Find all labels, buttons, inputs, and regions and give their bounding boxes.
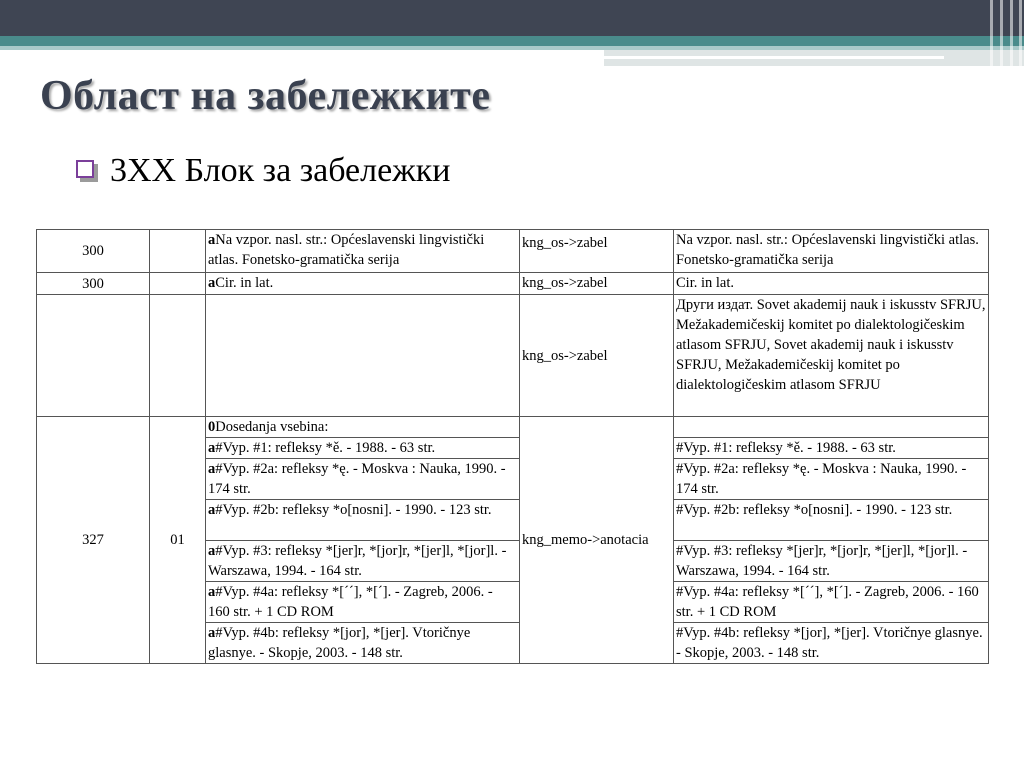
source-cell [206,295,520,417]
indicator-cell [150,273,206,295]
header-stripe [1019,0,1022,66]
field-cell [37,295,150,417]
table-row [37,417,989,438]
header-gray-line [604,56,944,59]
table-row [37,295,989,417]
indicator-cell [150,295,206,417]
source-text: #Vyp. #1: refleksy *ě. - 1988. - 63 str. [215,440,436,456]
indicator-cell: 01 [150,417,206,664]
source-text: Dosedanja vsebina: [215,419,329,435]
source-text: #Vyp. #2b: refleksy *o[nosni]. - 1990. - 123 str. [215,502,492,518]
header-dark-bar [0,0,1024,36]
table-row [37,273,989,295]
subfield-code: a [208,543,216,559]
source-cell [206,582,520,623]
target-cell: Cir. in lat. [674,273,989,295]
source-text: Na vzpor. nasl. str.: Općeslavenski lingvistički atlas. Fonetsko-gramatička serija [208,232,485,268]
subfield-code: a [208,584,216,600]
source-text: Cir. in lat. [215,275,274,291]
target-cell: #Vyp. #4a: refleksy *[´´], *[´]. - Zagreb, 2006. - 160 str. + 1 CD ROM [674,582,989,623]
header-stripe [1000,0,1003,66]
subfield-code: a [208,232,216,248]
source-cell [206,459,520,500]
header-stripe [990,0,993,66]
square-bullet-icon [76,160,98,182]
source-cell [206,500,520,541]
source-cell [206,273,520,295]
subfield-code: a [208,440,216,456]
target-cell: #Vyp. #4b: refleksy *[jor], *[jer]. Vtoričnye glasnye. - Skopje, 2003. - 148 str. [674,623,989,664]
subfield-code: a [208,502,216,518]
mapping-cell: kng_os->zabel [520,273,674,295]
mapping-cell: kng_os->zabel [520,295,674,417]
source-text: #Vyp. #3: refleksy *[jer]r, *[jor]r, *[jer]l, *[jor]l. - Warszawa, 1994. - 164 str. [208,543,507,579]
target-cell: #Vyp. #2b: refleksy *o[nosni]. - 1990. - 123 str. [674,500,989,541]
target-cell: #Vyp. #2a: refleksy *ę. - Moskva : Nauka, 1990. - 174 str. [674,459,989,500]
target-cell [674,417,989,438]
source-text: #Vyp. #4a: refleksy *[´´], *[´]. - Zagreb, 2006. - 160 str. + 1 CD ROM [208,584,493,620]
mapping-cell: kng_os->zabel [520,230,674,273]
header-stripe [1010,0,1013,66]
source-cell [206,541,520,582]
subfield-code: a [208,275,216,291]
source-cell [206,417,520,438]
indicator-cell [150,230,206,273]
target-cell: #Vyp. #1: refleksy *ě. - 1988. - 63 str. [674,438,989,459]
source-text: #Vyp. #2a: refleksy *ę. - Moskva : Nauka, 1990. - 174 str. [208,461,506,497]
target-cell: Други издат. Sovet akademij nauk i iskusstv SFRJU, Mežakademičeskij komitet po dialektologičeskim atlasom SFRJU, Sovet akademij nauk i iskusstv SFRJU, Mežakademičeskij komitet po dialektologičeskim atlasom SFRJU [674,295,989,417]
subfield-code: 0 [208,419,216,435]
header-teal-bar [0,36,1024,46]
source-cell [206,623,520,664]
field-cell: 300 [37,273,150,295]
subfield-code: a [208,461,216,477]
field-cell: 327 [37,417,150,664]
bullet-text: 3XX Блок за забележки [110,152,451,189]
table-row [37,230,989,273]
mapping-cell: kng_memo->anotacia [520,417,674,664]
target-cell: #Vyp. #3: refleksy *[jer]r, *[jor]r, *[jer]l, *[jor]l. - Warszawa, 1994. - 164 str. [674,541,989,582]
target-cell: Na vzpor. nasl. str.: Općeslavenski lingvistički atlas. Fonetsko-gramatička serija [674,230,989,273]
slide-title: Област на забележките [40,73,491,119]
source-text: #Vyp. #4b: refleksy *[jor], *[jer]. Vtoričnye glasnye. - Skopje, 2003. - 148 str. [208,625,471,661]
bullet-item [76,152,450,190]
source-cell [206,230,520,273]
source-cell [206,438,520,459]
subfield-code: a [208,625,216,641]
notes-table [36,229,989,664]
field-cell: 300 [37,230,150,273]
